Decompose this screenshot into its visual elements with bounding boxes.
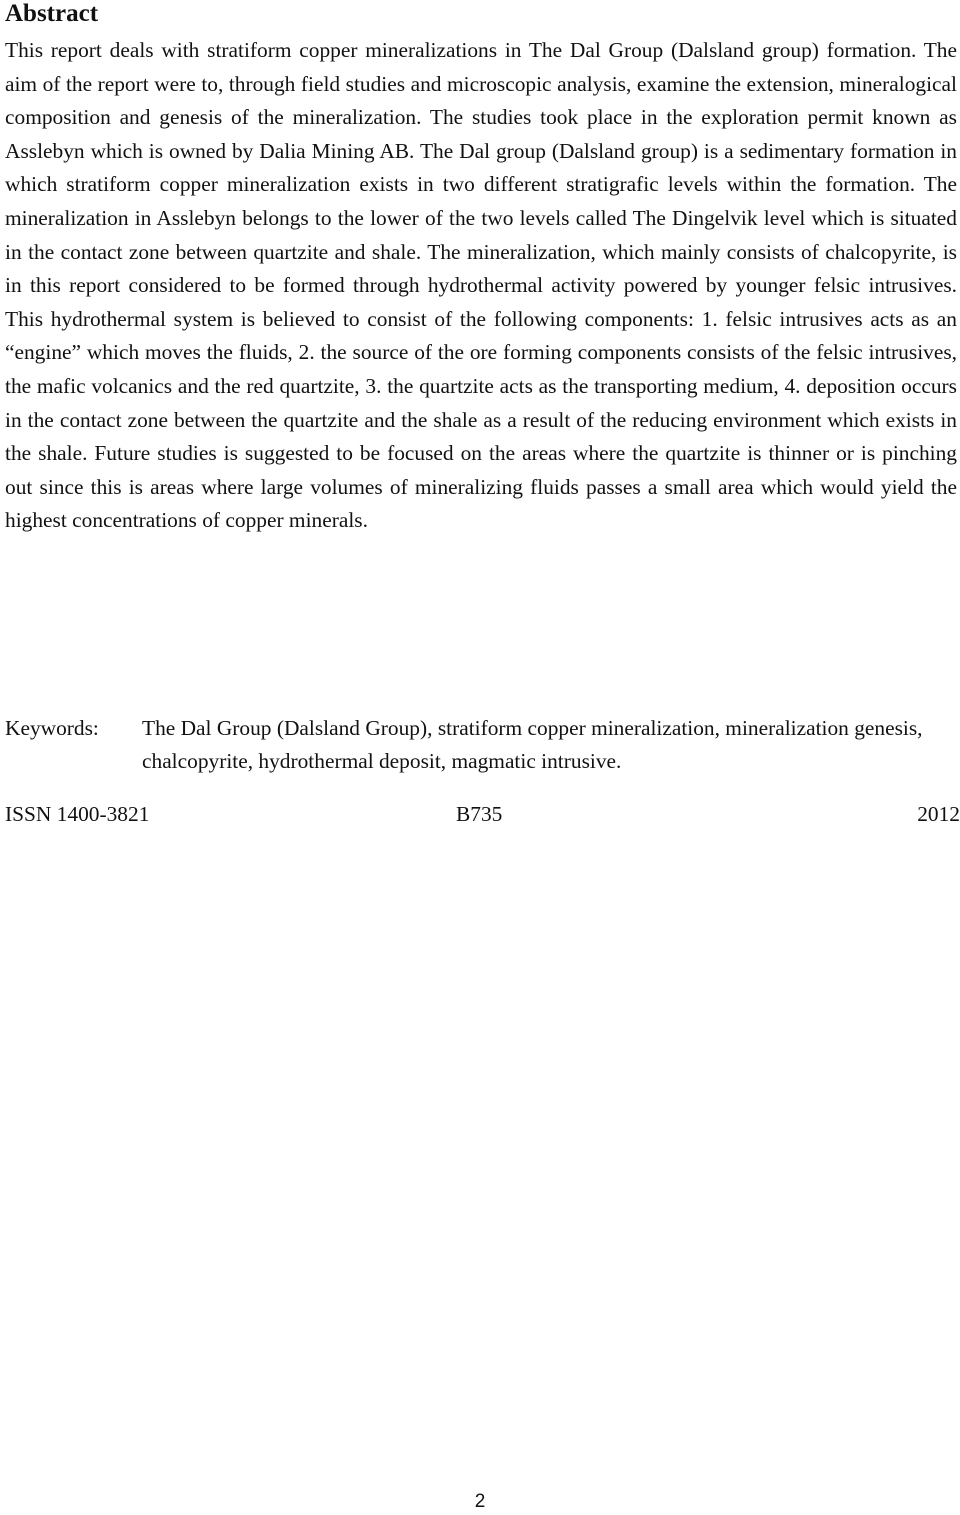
keywords-text: The Dal Group (Dalsland Group), stratiform copper mineralization, mineralization genesis, chalcopyrite, hydrothermal deposit, magmatic intrusive. — [142, 716, 923, 773]
keywords-label: Keywords: — [5, 716, 99, 740]
abstract-heading: Abstract — [5, 0, 99, 27]
publication-year: 2012 — [917, 802, 960, 826]
keywords-block — [5, 712, 960, 778]
abstract-text: This report deals with stratiform copper mineralizations in The Dal Group (Dalsland group) formation. The aim of the report were to, through field studies and microscopic analysis, examine the extension, mineralogical composition and genesis of the mineralization. The studies took place in the exploration permit known as Asslebyn which is owned by Dalia Mining AB. The Dal group (Dalsland group) is a sedimentary formation in which stratiform copper mineralization exists in two different stratigrafic levels within the formation. The mineralization in Asslebyn belongs to the lower of the two levels called The Dingelvik level which is situated in the contact zone between quartzite and shale. The mineralization, which mainly consists of chalcopyrite, is in this report considered to be formed through hydrothermal activity powered by younger felsic intrusives. This hydrothermal system is believed to consist of the following components: 1. felsic intrusives acts as an “engine” which moves the fluids, 2. the source of the ore forming components consists of the felsic intrusives, the mafic volcanics and the red quartzite, 3. the quartzite acts as the transporting medium, 4. deposition occurs in the contact zone between the quartzite and the shale as a result of the reducing environment which exists in the shale. Future studies is suggested to be focused on the areas where the quartzite is thinner or is pinching out since this is areas where large volumes of mineralizing fluids passes a small area which would yield the highest concentrations of copper minerals. — [5, 38, 957, 533]
page-number: 2 — [474, 1491, 486, 1512]
issn-number: ISSN 1400-3821 — [5, 802, 150, 826]
report-code: B735 — [456, 802, 503, 826]
document-page — [5, 0, 960, 826]
